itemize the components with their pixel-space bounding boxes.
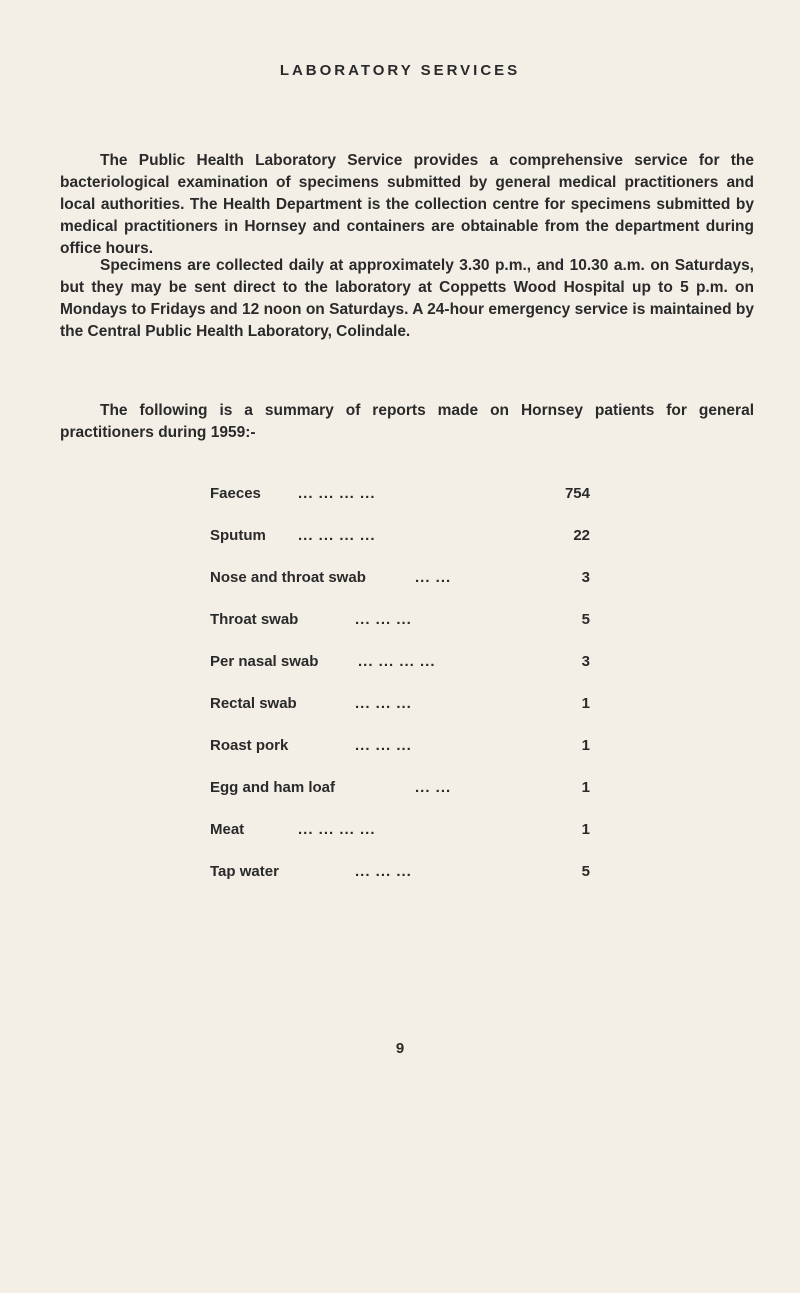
- table-row: [210, 821, 590, 863]
- row-value: 3: [581, 569, 590, 586]
- table-row: [210, 779, 590, 821]
- leader-dots: ... ... ... ...: [298, 821, 376, 838]
- table-row: [210, 863, 590, 905]
- row-value: 1: [581, 695, 590, 712]
- leader-dots: ... ... ... ...: [298, 485, 376, 502]
- row-label: Roast pork: [210, 737, 289, 754]
- row-value: 5: [581, 863, 590, 880]
- leader-dots: ... ... ... ...: [358, 653, 436, 670]
- row-label: Nose and throat swab: [210, 569, 366, 586]
- row-label: Tap water: [210, 863, 279, 880]
- leader-dots: ... ...: [415, 779, 452, 796]
- row-value: 22: [573, 527, 590, 544]
- row-label: Egg and ham loaf: [210, 779, 336, 796]
- paragraph-collection-times: Specimens are collected daily at approximately 3.30 p.m., and 10.30 a.m. on Saturdays, but they may be sent direct to the laboratory at Coppetts Wood Hospital up to 5 p.m. on Mondays to Fridays and 12 noon on Saturdays. A 24-hour emergency service is maintained by the Central Public Health Laboratory, Colindale.: [60, 257, 754, 340]
- leader-dots: ... ... ...: [355, 611, 412, 628]
- page-number: 9: [395, 1040, 405, 1057]
- reports-table: [210, 485, 590, 905]
- page-title: LABORATORY SERVICES: [279, 62, 521, 79]
- leader-dots: ... ... ...: [355, 695, 412, 712]
- row-value: 1: [581, 779, 590, 796]
- leader-dots: ... ...: [415, 569, 452, 586]
- table-row: [210, 737, 590, 779]
- row-value: 1: [581, 737, 590, 754]
- paragraph-service-description: The Public Health Laboratory Service provides a comprehensive service for the bacteriological examination of specimens submitted by general medical practitioners and local authorities. The Health Department is the collection centre for specimens submitted by medical practitioners in Hornsey and containers are obtainable from the department during office hours.: [60, 152, 754, 257]
- row-value: 754: [564, 485, 590, 502]
- row-value: 1: [581, 821, 590, 838]
- table-row: [210, 569, 590, 611]
- table-row: [210, 611, 590, 653]
- leader-dots: ... ... ...: [355, 863, 412, 880]
- row-label: Meat: [210, 821, 245, 838]
- row-label: Sputum: [210, 527, 266, 544]
- row-label: Per nasal swab: [210, 653, 319, 670]
- row-label: Rectal swab: [210, 695, 297, 712]
- leader-dots: ... ... ... ...: [298, 527, 376, 544]
- table-row: [210, 527, 590, 569]
- table-row: [210, 695, 590, 737]
- row-value: 5: [581, 611, 590, 628]
- leader-dots: ... ... ...: [355, 737, 412, 754]
- row-label: Faeces: [210, 485, 261, 502]
- table-row: [210, 485, 590, 527]
- row-value: 3: [581, 653, 590, 670]
- paragraph-summary-intro: The following is a summary of reports made on Hornsey patients for general practitioners during 1959:-: [60, 402, 754, 441]
- table-row: [210, 653, 590, 695]
- row-label: Throat swab: [210, 611, 299, 628]
